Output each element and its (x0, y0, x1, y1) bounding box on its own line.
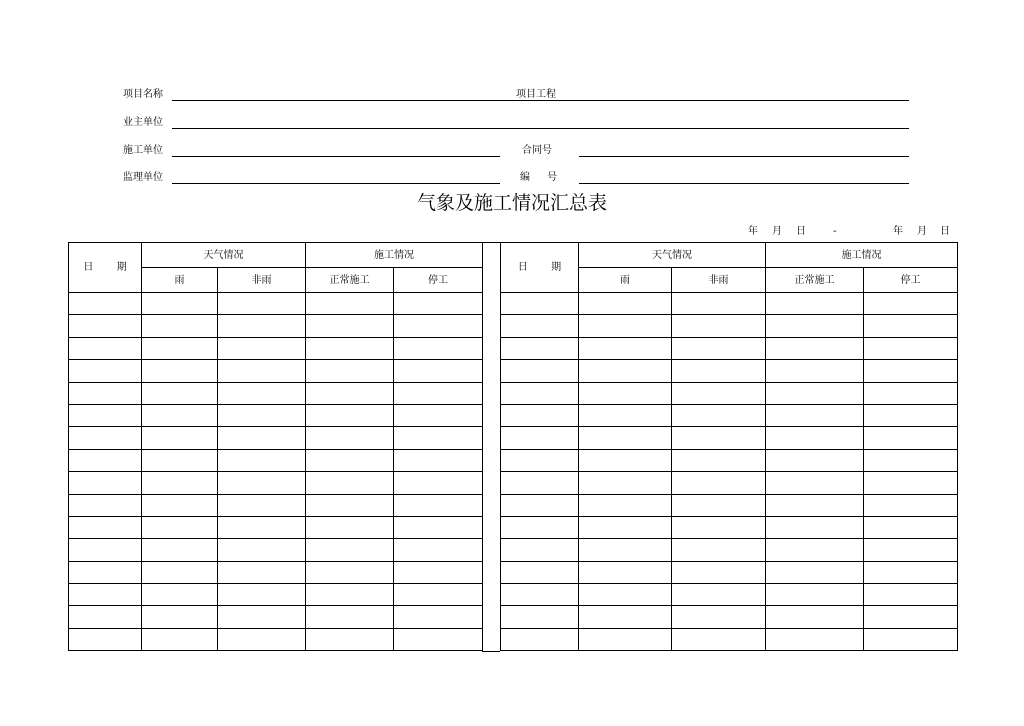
date-dash: - (833, 226, 837, 237)
to-month: 月 (917, 226, 927, 237)
table-cell[interactable] (218, 561, 306, 583)
table-row (501, 472, 958, 494)
table-cell[interactable] (766, 628, 864, 650)
table-cell[interactable] (306, 561, 394, 583)
table-cell[interactable] (579, 628, 672, 650)
table-cell[interactable] (579, 315, 672, 337)
table-cell[interactable] (766, 584, 864, 606)
date-column-header: 日 期 (501, 243, 579, 293)
table-cell[interactable] (864, 404, 958, 426)
table-row (501, 360, 958, 382)
summary-table-right (500, 242, 958, 651)
table-row (69, 360, 483, 382)
table-cell[interactable] (142, 584, 218, 606)
table-cell[interactable] (672, 561, 766, 583)
table-cell[interactable] (394, 427, 483, 449)
table-cell[interactable] (672, 628, 766, 650)
table-cell[interactable] (672, 315, 766, 337)
table-cell[interactable] (69, 404, 142, 426)
table-cell[interactable] (142, 382, 218, 404)
table-cell[interactable] (218, 449, 306, 471)
table-cell[interactable] (864, 494, 958, 516)
table-row (69, 382, 483, 404)
table-cell[interactable] (306, 315, 394, 337)
table-cell[interactable] (501, 382, 579, 404)
table-cell[interactable] (218, 404, 306, 426)
stopped-header: 停工 (394, 268, 483, 293)
rain-header: 雨 (142, 268, 218, 293)
table-cell[interactable] (672, 494, 766, 516)
table-cell[interactable] (501, 315, 579, 337)
table-cell[interactable] (306, 494, 394, 516)
no-rain-header: 非雨 (218, 268, 306, 293)
table-cell[interactable] (672, 539, 766, 561)
table-cell[interactable] (766, 561, 864, 583)
table-cell[interactable] (672, 293, 766, 315)
table-cell[interactable] (579, 404, 672, 426)
table-cell[interactable] (306, 606, 394, 628)
table-cell[interactable] (864, 382, 958, 404)
table-cell[interactable] (306, 404, 394, 426)
table-row (501, 516, 958, 538)
table-cell[interactable] (766, 539, 864, 561)
serial-no-line[interactable] (579, 183, 909, 184)
from-year: 年 (748, 226, 758, 237)
table-cell[interactable] (766, 360, 864, 382)
table-cell[interactable] (306, 628, 394, 650)
table-cell[interactable] (501, 561, 579, 583)
table-cell[interactable] (218, 539, 306, 561)
table-cell[interactable] (218, 360, 306, 382)
table-row (501, 584, 958, 606)
table-cell[interactable] (218, 628, 306, 650)
table-cell[interactable] (672, 584, 766, 606)
table-cell[interactable] (579, 472, 672, 494)
table-cell[interactable] (218, 427, 306, 449)
table-cell[interactable] (501, 293, 579, 315)
table-body-right (501, 293, 958, 651)
table-cell[interactable] (864, 584, 958, 606)
construction-group-header: 施工情况 (766, 243, 958, 268)
table-row (501, 293, 958, 315)
table-cell[interactable] (218, 293, 306, 315)
normal-work-header: 正常施工 (306, 268, 394, 293)
table-row (69, 494, 483, 516)
table-cell[interactable] (218, 516, 306, 538)
table-cell[interactable] (69, 539, 142, 561)
table-row (69, 539, 483, 561)
table-row (501, 561, 958, 583)
table-row (501, 449, 958, 471)
table-cell[interactable] (672, 404, 766, 426)
table-cell[interactable] (142, 561, 218, 583)
table-cell[interactable] (766, 293, 864, 315)
table-cell[interactable] (672, 516, 766, 538)
table-cell[interactable] (394, 382, 483, 404)
table-cell[interactable] (394, 561, 483, 583)
table-cell[interactable] (766, 606, 864, 628)
table-cell[interactable] (306, 516, 394, 538)
table-row (69, 584, 483, 606)
table-cell[interactable] (394, 606, 483, 628)
table-cell[interactable] (864, 293, 958, 315)
table-cell[interactable] (766, 494, 864, 516)
table-cell[interactable] (501, 494, 579, 516)
table-cell[interactable] (501, 584, 579, 606)
table-cell[interactable] (672, 360, 766, 382)
table-cell[interactable] (69, 494, 142, 516)
table-cell[interactable] (394, 539, 483, 561)
table-cell[interactable] (579, 561, 672, 583)
table-row (501, 539, 958, 561)
table-cell[interactable] (864, 561, 958, 583)
table-cell[interactable] (69, 628, 142, 650)
table-cell[interactable] (579, 427, 672, 449)
table-cell[interactable] (69, 606, 142, 628)
table-cell[interactable] (218, 382, 306, 404)
table-row (69, 472, 483, 494)
table-cell[interactable] (672, 472, 766, 494)
weather-group-header: 天气情况 (579, 243, 766, 268)
table-cell[interactable] (69, 449, 142, 471)
table-cell[interactable] (142, 472, 218, 494)
table-cell[interactable] (579, 382, 672, 404)
table-row (69, 516, 483, 538)
table-cell[interactable] (501, 472, 579, 494)
table-cell[interactable] (142, 293, 218, 315)
table-cell[interactable] (142, 628, 218, 650)
table-cell[interactable] (142, 539, 218, 561)
table-row (69, 337, 483, 359)
table-cell[interactable] (306, 360, 394, 382)
project-name-label: 项目名称 (123, 89, 163, 100)
table-cell[interactable] (864, 516, 958, 538)
table-cell[interactable] (672, 606, 766, 628)
construction-group-header: 施工情况 (306, 243, 483, 268)
contract-no-label: 合同号 (522, 145, 552, 156)
table-cell[interactable] (394, 360, 483, 382)
table-cell[interactable] (766, 404, 864, 426)
table-cell[interactable] (864, 539, 958, 561)
table-cell[interactable] (142, 427, 218, 449)
normal-work-header: 正常施工 (766, 268, 864, 293)
table-row (69, 293, 483, 315)
project-name-value: 项目工程 (516, 89, 556, 100)
table-cell[interactable] (142, 516, 218, 538)
table-cell[interactable] (501, 449, 579, 471)
page-title: 气象及施工情况汇总表 (416, 192, 607, 214)
to-day: 日 (940, 226, 950, 237)
table-cell[interactable] (672, 382, 766, 404)
owner-label: 业主单位 (123, 117, 163, 128)
table-cell[interactable] (579, 449, 672, 471)
table-cell[interactable] (218, 606, 306, 628)
table-cell[interactable] (579, 539, 672, 561)
table-cell[interactable] (306, 293, 394, 315)
table-row (501, 337, 958, 359)
table-cell[interactable] (766, 449, 864, 471)
table-cell[interactable] (394, 516, 483, 538)
table-cell[interactable] (394, 404, 483, 426)
table-cell[interactable] (142, 494, 218, 516)
table-cell[interactable] (306, 449, 394, 471)
table-cell[interactable] (218, 315, 306, 337)
table-cell[interactable] (69, 561, 142, 583)
owner-line[interactable] (172, 128, 909, 129)
table-cell[interactable] (864, 472, 958, 494)
table-row (501, 494, 958, 516)
table-cell[interactable] (69, 315, 142, 337)
table-cell[interactable] (69, 360, 142, 382)
table-cell[interactable] (864, 337, 958, 359)
table-cell[interactable] (501, 516, 579, 538)
table-cell[interactable] (864, 315, 958, 337)
table-row (501, 606, 958, 628)
supervisor-label: 监理单位 (123, 172, 163, 183)
supervisor-line[interactable] (172, 183, 500, 184)
table-cell[interactable] (501, 337, 579, 359)
table-row (501, 382, 958, 404)
table-cell[interactable] (579, 293, 672, 315)
table-cell[interactable] (306, 472, 394, 494)
table-row (69, 449, 483, 471)
table-cell[interactable] (864, 360, 958, 382)
date-column-header: 日 期 (69, 243, 142, 293)
table-cell[interactable] (672, 337, 766, 359)
table-cell[interactable] (864, 449, 958, 471)
table-cell[interactable] (766, 315, 864, 337)
summary-table-left (68, 242, 483, 651)
table-row (69, 561, 483, 583)
table-cell[interactable] (69, 293, 142, 315)
table-cell[interactable] (501, 404, 579, 426)
table-cell[interactable] (766, 382, 864, 404)
table-cell[interactable] (766, 427, 864, 449)
table-cell[interactable] (766, 337, 864, 359)
table-cell[interactable] (142, 337, 218, 359)
table-cell[interactable] (218, 472, 306, 494)
table-cell[interactable] (218, 337, 306, 359)
table-cell[interactable] (69, 472, 142, 494)
table-cell[interactable] (394, 293, 483, 315)
table-cell[interactable] (579, 516, 672, 538)
table-cell[interactable] (306, 427, 394, 449)
weather-group-header: 天气情况 (142, 243, 306, 268)
table-cell[interactable] (501, 427, 579, 449)
table-row (501, 404, 958, 426)
table-cell[interactable] (69, 382, 142, 404)
table-cell[interactable] (69, 584, 142, 606)
table-cell[interactable] (394, 337, 483, 359)
table-cell[interactable] (579, 584, 672, 606)
from-day: 日 (796, 226, 806, 237)
table-row (69, 606, 483, 628)
table-cell[interactable] (766, 472, 864, 494)
table-row (501, 427, 958, 449)
table-cell[interactable] (306, 382, 394, 404)
table-cell[interactable] (672, 449, 766, 471)
table-cell[interactable] (142, 315, 218, 337)
serial-no-label: 编 号 (520, 172, 558, 183)
table-cell[interactable] (394, 584, 483, 606)
table-cell[interactable] (579, 494, 672, 516)
table-cell[interactable] (864, 628, 958, 650)
table-cell[interactable] (142, 606, 218, 628)
table-cell[interactable] (766, 516, 864, 538)
table-row (69, 628, 483, 650)
table-row (69, 315, 483, 337)
table-cell[interactable] (69, 427, 142, 449)
table-cell[interactable] (394, 494, 483, 516)
table-body-left (69, 293, 483, 651)
table-cell[interactable] (672, 427, 766, 449)
table-cell[interactable] (142, 404, 218, 426)
table-row (69, 404, 483, 426)
table-cell[interactable] (864, 427, 958, 449)
table-separator (482, 242, 500, 652)
table-cell[interactable] (501, 628, 579, 650)
table-cell[interactable] (864, 606, 958, 628)
table-cell[interactable] (142, 360, 218, 382)
table-cell[interactable] (306, 584, 394, 606)
stopped-header: 停工 (864, 268, 958, 293)
rain-header: 雨 (579, 268, 672, 293)
table-cell[interactable] (394, 628, 483, 650)
table-cell[interactable] (218, 584, 306, 606)
table-cell[interactable] (579, 360, 672, 382)
table-cell[interactable] (394, 449, 483, 471)
table-cell[interactable] (306, 337, 394, 359)
table-cell[interactable] (501, 539, 579, 561)
table-cell[interactable] (306, 539, 394, 561)
table-cell[interactable] (69, 516, 142, 538)
table-cell[interactable] (142, 449, 218, 471)
table-cell[interactable] (579, 606, 672, 628)
table-cell[interactable] (218, 494, 306, 516)
from-month: 月 (772, 226, 782, 237)
table-cell[interactable] (69, 337, 142, 359)
table-cell[interactable] (579, 337, 672, 359)
contract-no-line[interactable] (579, 156, 909, 157)
table-cell[interactable] (394, 315, 483, 337)
table-cell[interactable] (501, 360, 579, 382)
contractor-line[interactable] (172, 156, 500, 157)
table-row (501, 315, 958, 337)
table-row (69, 427, 483, 449)
contractor-label: 施工单位 (123, 145, 163, 156)
table-cell[interactable] (501, 606, 579, 628)
table-row (501, 628, 958, 650)
table-cell[interactable] (394, 472, 483, 494)
no-rain-header: 非雨 (672, 268, 766, 293)
to-year: 年 (893, 226, 903, 237)
